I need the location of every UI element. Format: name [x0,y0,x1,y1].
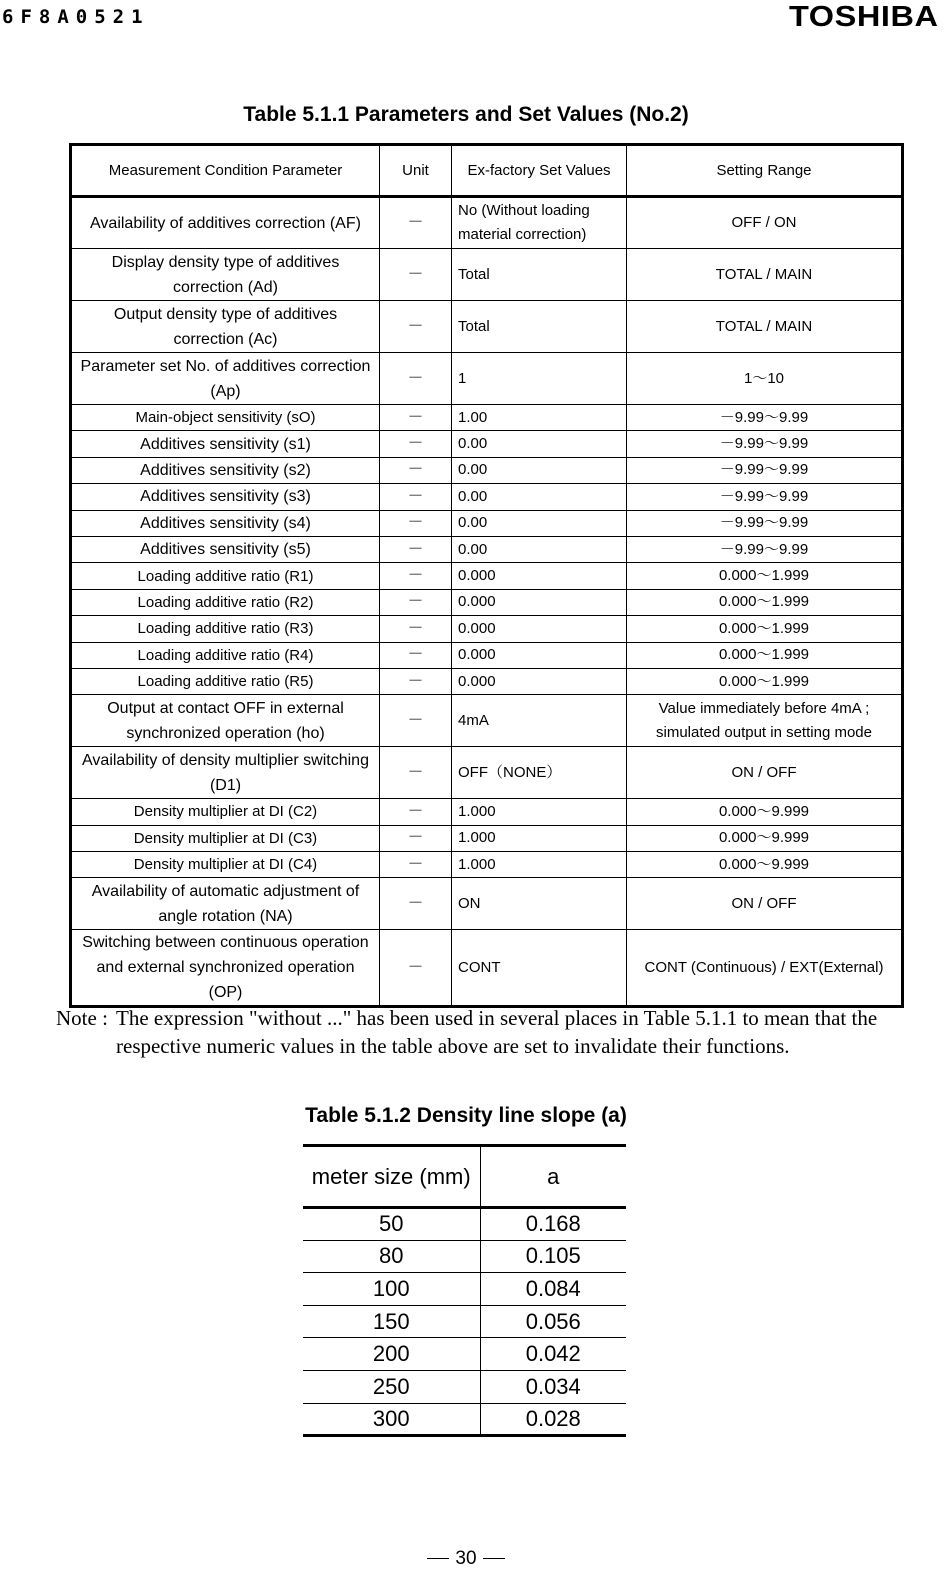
param-range: －9.99～9.99 [627,457,903,483]
param-name: Additives sensitivity (s5) [71,536,380,562]
table-row [71,484,903,510]
param-name: Display density type of additives correction (Ad) [71,249,380,301]
param-range: 0.000～1.999 [627,642,903,668]
table-header-row [71,145,903,197]
param-name: Availability of density multiplier switching (D1) [71,747,380,799]
param-name: Loading additive ratio (R2) [71,589,380,615]
table-row [71,616,903,642]
slope-header-row [303,1146,626,1208]
param-factory-value: 0.000 [452,589,627,615]
param-factory-value: OFF（NONE） [452,747,627,799]
table-5-1-1-title: Table 5.1.1 Parameters and Set Values (No.2) [243,103,689,126]
meter-size: 100 [303,1273,480,1306]
slope-value: 0.168 [480,1208,626,1241]
param-factory-value: CONT [452,930,627,1007]
meter-size: 80 [303,1240,480,1273]
param-unit: － [380,852,452,878]
param-unit: － [380,642,452,668]
param-factory-value: 1.000 [452,825,627,851]
meter-size: 200 [303,1338,480,1371]
param-range: －9.99～9.99 [627,405,903,431]
table-row [71,431,903,457]
param-unit: － [380,563,452,589]
param-unit: － [380,353,452,405]
slope-value: 0.034 [480,1370,626,1403]
param-name: Parameter set No. of additives correction (Ap) [71,353,380,405]
param-name: Density multiplier at DI (C2) [71,799,380,825]
param-unit: － [380,484,452,510]
param-factory-value: Total [452,249,627,301]
param-name: Density multiplier at DI (C3) [71,825,380,851]
meter-size: 150 [303,1305,480,1338]
param-unit: － [380,695,452,747]
toshiba-logo: TOSHIBA [788,1,938,33]
param-unit: － [380,431,452,457]
slope-value: 0.056 [480,1305,626,1338]
slope-value: 0.084 [480,1273,626,1306]
param-factory-value: Total [452,301,627,353]
param-name: Availability of automatic adjustment of angle rotation (NA) [71,878,380,930]
param-name: Availability of additives correction (AF) [71,197,380,249]
page-dash-right [483,1558,505,1559]
param-unit: － [380,510,452,536]
table-row [71,668,903,694]
param-range: 1～10 [627,353,903,405]
param-factory-value: ON [452,878,627,930]
param-factory-value: 0.00 [452,431,627,457]
param-unit: － [380,249,452,301]
param-name: Output density type of additives correction (Ac) [71,301,380,353]
table-row [71,799,903,825]
param-unit: － [380,878,452,930]
table-5-1-2-title: Table 5.1.2 Density line slope (a) [305,1104,627,1127]
param-name: Loading additive ratio (R4) [71,642,380,668]
header-setting-range: Setting Range [627,145,903,197]
param-unit: － [380,825,452,851]
param-range: －9.99～9.99 [627,431,903,457]
param-unit: － [380,405,452,431]
param-name: Output at contact OFF in external synchronized operation (ho) [71,695,380,747]
table-row [71,930,903,1007]
param-range: ON / OFF [627,878,903,930]
param-factory-value: No (Without loading material correction) [452,197,627,249]
header-meter-size: meter size (mm) [303,1146,480,1208]
param-range: 0.000～9.999 [627,825,903,851]
param-unit: － [380,536,452,562]
param-range: 0.000～1.999 [627,616,903,642]
table-row [71,747,903,799]
table-row [71,353,903,405]
meter-size: 250 [303,1370,480,1403]
table-row [71,536,903,562]
param-factory-value: 0.000 [452,616,627,642]
table-row [303,1240,626,1273]
param-name: Loading additive ratio (R1) [71,563,380,589]
param-range: OFF / ON [627,197,903,249]
note-line-2: respective numeric values in the table above are set to invalidate their functions. [116,1034,790,1058]
param-range: 0.000～1.999 [627,589,903,615]
meter-size: 50 [303,1208,480,1241]
table-row [303,1338,626,1371]
slope-value: 0.028 [525,1405,581,1431]
param-factory-value: 1 [452,353,627,405]
table-row [303,1370,626,1403]
density-slope-table [303,1144,626,1437]
param-range: CONT (Continuous) / EXT(External) [627,930,903,1007]
table-row [71,301,903,353]
table-row [303,1273,626,1306]
table-row [71,878,903,930]
param-name: Density multiplier at DI (C4) [71,852,380,878]
param-unit: － [380,197,452,249]
param-factory-value: 0.00 [452,484,627,510]
page-number [0,1548,932,1570]
note-label: Note : [56,1006,108,1030]
param-range: ON / OFF [627,747,903,799]
param-name: Switching between continuous operation and external synchronized operation (OP) [71,930,380,1007]
note-line-1: The expression "without ..." has been used in several places in Table 5.1.1 to mean that the [116,1006,878,1030]
header-unit: Unit [380,145,452,197]
document-number: 6F8A0521 [2,6,150,28]
param-range: 0.000～1.999 [627,668,903,694]
table-row [71,405,903,431]
table-row [71,563,903,589]
param-factory-value: 4mA [452,695,627,747]
param-factory-value: 0.000 [452,563,627,589]
header-slope-a: a [480,1146,626,1208]
param-name: Main-object sensitivity (sO) [71,405,380,431]
param-unit: － [380,457,452,483]
param-name: Additives sensitivity (s2) [71,457,380,483]
param-range: 0.000～1.999 [627,563,903,589]
param-range: －9.99～9.99 [627,484,903,510]
param-name: Additives sensitivity (s1) [71,431,380,457]
page-number-value: 30 [455,1548,477,1569]
param-unit: － [380,930,452,1007]
param-range: 0.000～9.999 [627,852,903,878]
param-unit: － [380,668,452,694]
param-factory-value: 1.000 [452,852,627,878]
page-dash-left [427,1558,449,1559]
param-unit: － [380,799,452,825]
param-factory-value: 0.00 [452,510,627,536]
param-name: Additives sensitivity (s3) [71,484,380,510]
table-row [71,589,903,615]
param-name: Loading additive ratio (R3) [71,616,380,642]
table-row [71,825,903,851]
table-row [71,457,903,483]
meter-size: 300 [303,1403,480,1436]
param-factory-value: 0.00 [452,457,627,483]
table-row [71,695,903,747]
param-factory-value: 0.000 [452,668,627,694]
param-range: －9.99～9.99 [627,510,903,536]
header-parameter: Measurement Condition Parameter [71,145,380,197]
param-unit: － [380,616,452,642]
slope-value: 0.105 [480,1240,626,1273]
param-name: Additives sensitivity (s4) [71,510,380,536]
param-unit: － [380,589,452,615]
table-row [71,510,903,536]
table-row [71,642,903,668]
param-unit: － [380,747,452,799]
param-range: TOTAL / MAIN [627,249,903,301]
param-unit: － [380,301,452,353]
table-row [303,1208,626,1241]
header-factory-value: Ex-factory Set Values [452,145,627,197]
table-row [71,249,903,301]
param-factory-value: 1.000 [452,799,627,825]
param-factory-value: 1.00 [452,405,627,431]
table-row [303,1305,626,1338]
table-note [56,1004,940,1060]
param-range: －9.99～9.99 [627,536,903,562]
table-row [71,197,903,249]
param-factory-value: 0.000 [452,642,627,668]
param-range: TOTAL / MAIN [627,301,903,353]
param-name: Loading additive ratio (R5) [71,668,380,694]
param-range: 0.000～9.999 [627,799,903,825]
param-factory-value: 0.00 [452,536,627,562]
table-row [303,1403,626,1436]
parameters-table [69,143,904,1008]
param-range: Value immediately before 4mA ; simulated output in setting mode [627,695,903,747]
slope-value: 0.042 [480,1338,626,1371]
table-row [71,852,903,878]
